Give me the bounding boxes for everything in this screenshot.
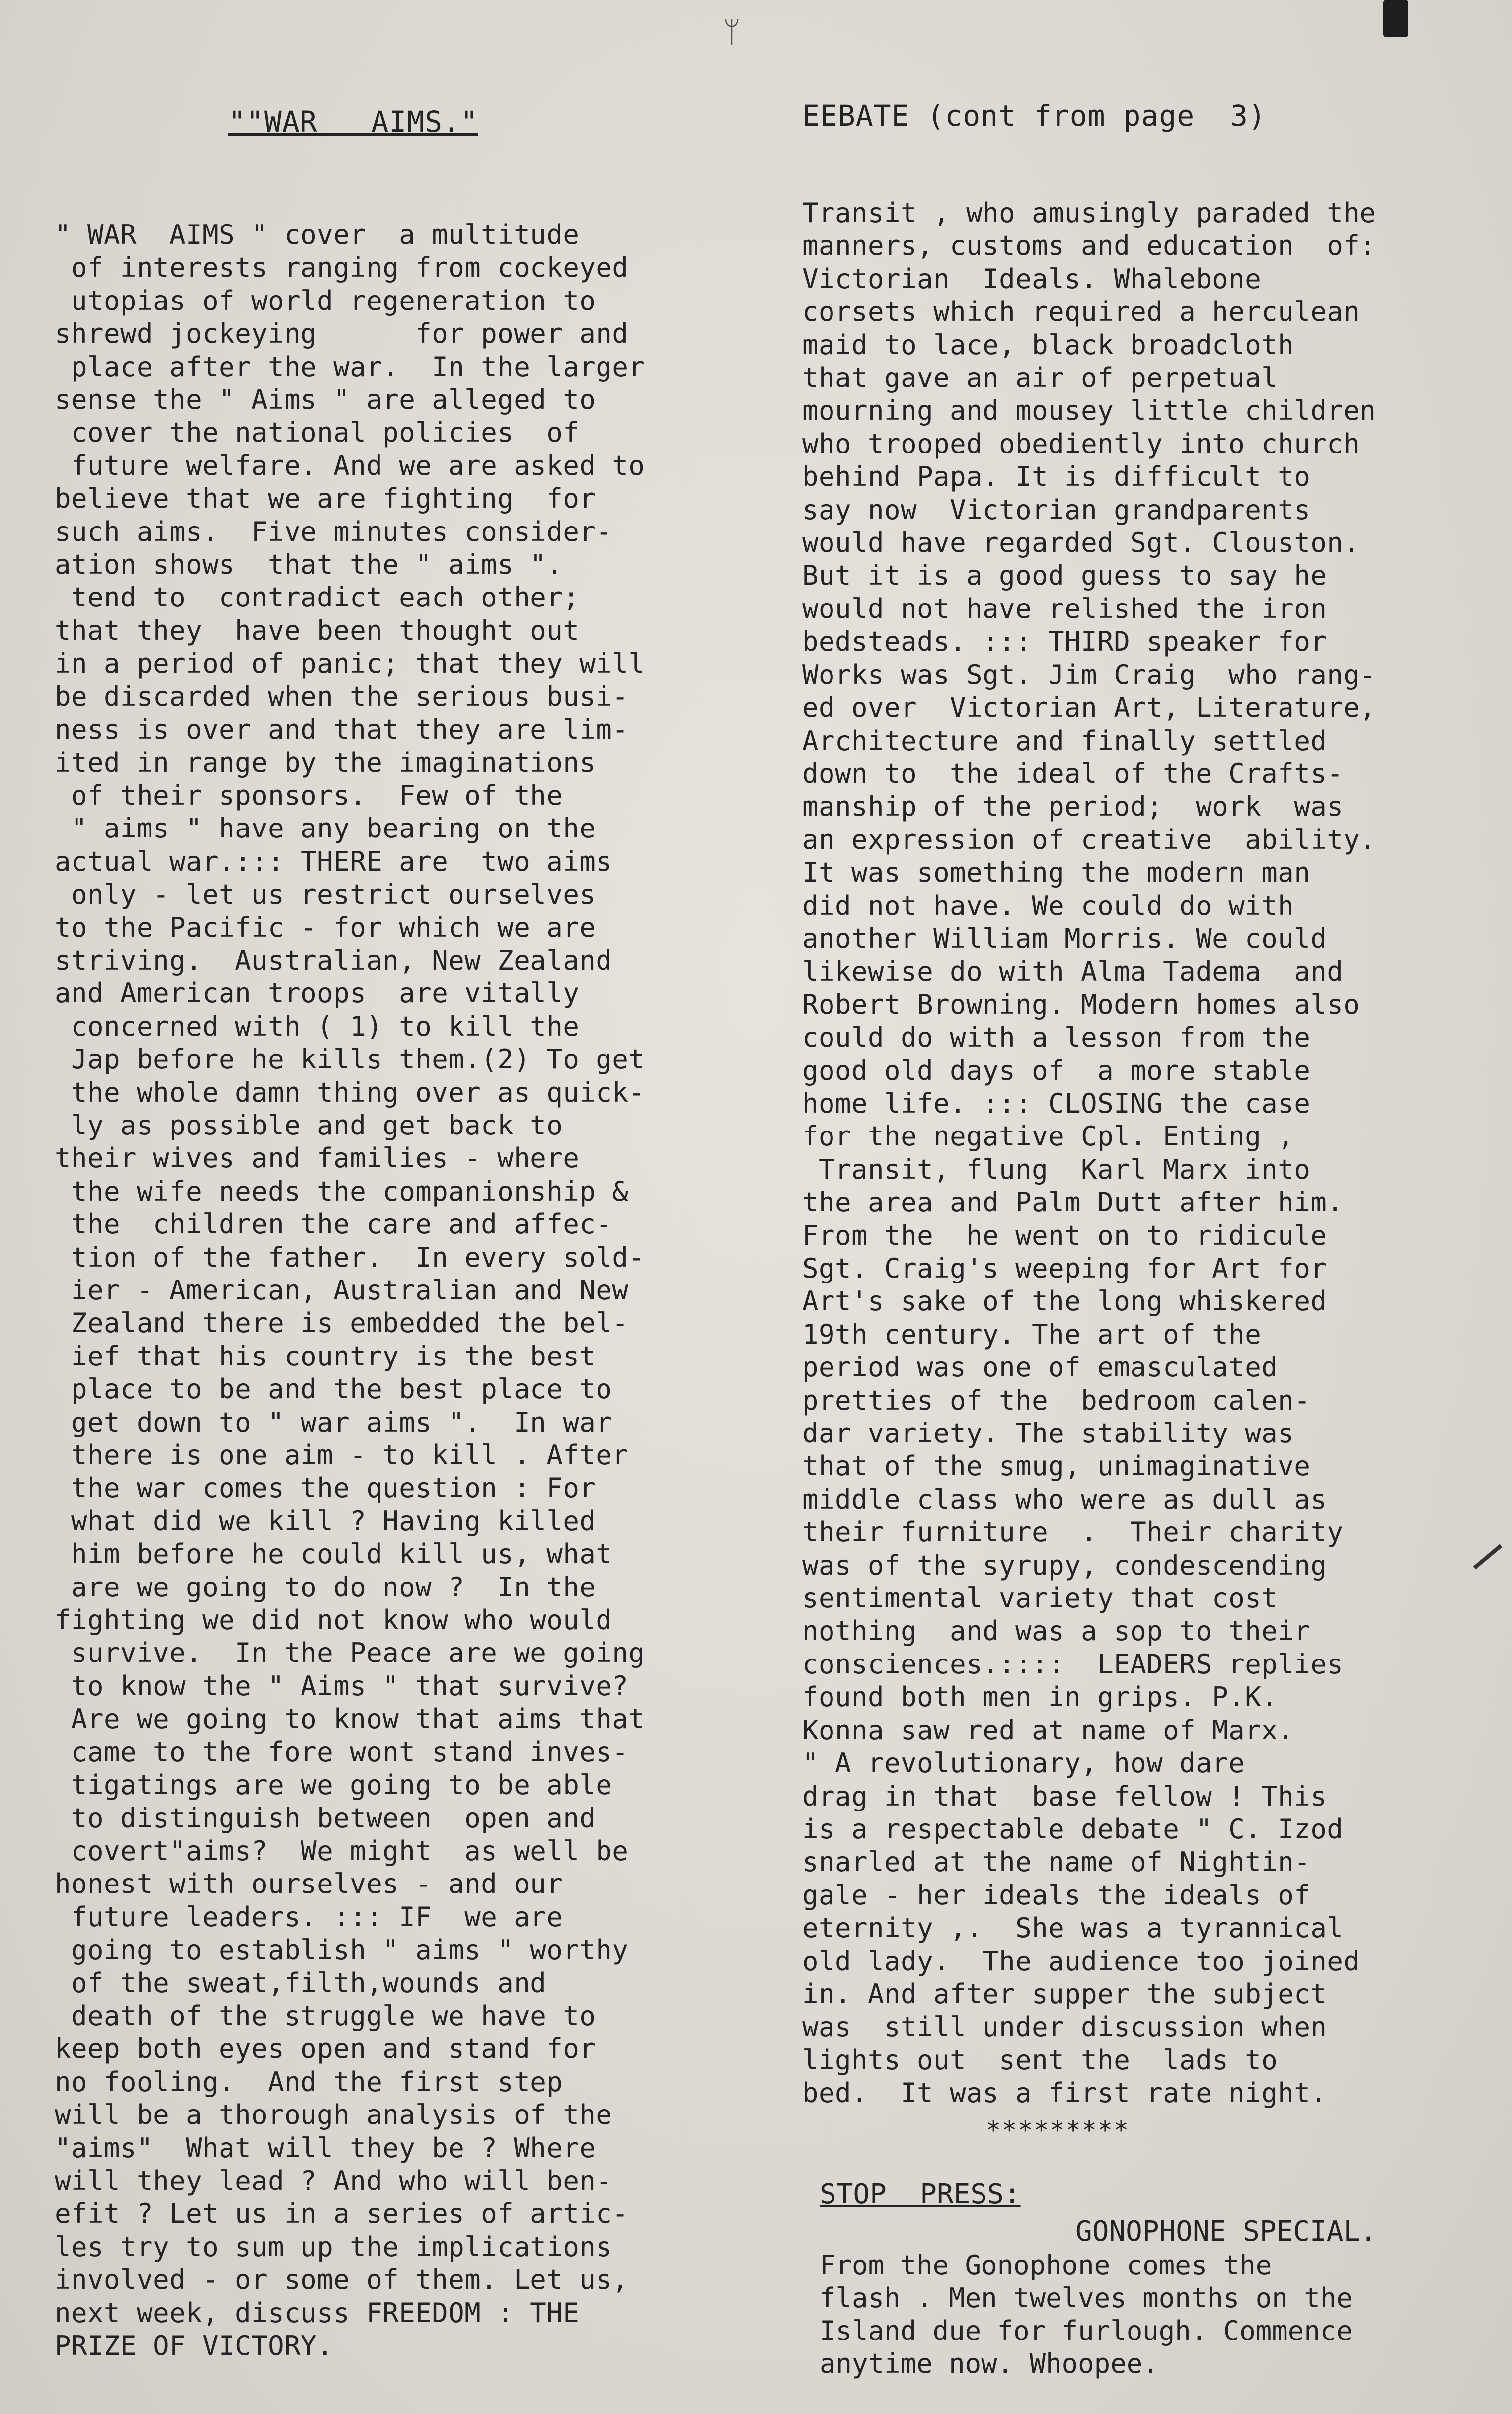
article-line: to the Pacific - for which we are <box>55 911 596 943</box>
article-line: be discarded when the serious busi- <box>55 680 629 712</box>
article-line: Architecture and finally settled <box>802 725 1327 756</box>
article-line: drag in that base fellow ! This <box>802 1780 1327 1812</box>
article-line: are we going to do now ? In the <box>55 1571 596 1603</box>
article-line: in a period of panic; that they will <box>55 648 645 679</box>
article-line: who trooped obediently into church <box>802 428 1360 459</box>
article-line: fighting we did not know who would <box>55 1604 612 1636</box>
stop-press-subtitle: GONOPHONE SPECIAL. <box>1075 2215 1377 2248</box>
article-line: Konna saw red at name of Marx. <box>802 1714 1294 1746</box>
article-line: "aims" What will they be ? Where <box>55 2132 596 2164</box>
article-line: was still under discussion when <box>802 2011 1327 2043</box>
article-line: there is one aim - to kill . After <box>55 1439 629 1471</box>
article-line: tigatings are we going to be able <box>55 1769 612 1801</box>
article-line: Zealand there is embedded the bel- <box>55 1307 629 1339</box>
article-line: next week, discuss FREEDOM : THE <box>55 2297 580 2329</box>
article-line: will they lead ? And who will ben- <box>55 2165 612 2196</box>
article-line: tion of the father. In every sold- <box>55 1241 645 1273</box>
article-line: place to be and the best place to <box>55 1373 612 1405</box>
stop-press-line: From the Gonophone comes the <box>820 2250 1272 2281</box>
article-line: " A revolutionary, how dare <box>802 1747 1245 1779</box>
article-line: came to the fore wont stand inves- <box>55 1736 629 1768</box>
corner-ink-mark <box>1383 0 1408 37</box>
article-line: of the sweat,filth,wounds and <box>55 1967 547 1999</box>
article-line: found both men in grips. P.K. <box>802 1681 1278 1713</box>
article-line: eternity ,. She was a tyrannical <box>802 1912 1344 1944</box>
article-line: down to the ideal of the Crafts- <box>802 757 1344 789</box>
article-line: corsets which required a herculean <box>802 296 1360 328</box>
article-line: their furniture . Their charity <box>802 1516 1344 1548</box>
article-line: Are we going to know that aims that <box>55 1703 645 1735</box>
article-line: of their sponsors. Few of the <box>55 779 563 811</box>
article-line: Transit, flung Karl Marx into <box>802 1153 1311 1185</box>
article-line: Jap before he kills them.(2) To get <box>55 1044 645 1075</box>
article-line: striving. Australian, New Zealand <box>55 944 612 976</box>
article-line: covert"aims? We might as well be <box>55 1835 629 1867</box>
article-line: utopias of world regeneration to <box>55 285 596 316</box>
article-line: an expression of creative ability. <box>802 824 1376 855</box>
article-line: in. And after supper the subject <box>802 1978 1327 2010</box>
margin-scratch-mark <box>1473 1544 1503 1569</box>
article-line: that they have been thought out <box>55 614 580 646</box>
article-line: honest with ourselves - and our <box>55 1868 563 1900</box>
pen-mark-icon: ᛘ <box>723 15 741 50</box>
article-line: shrewd jockeying for power and <box>55 318 629 350</box>
article-line: Sgt. Craig's weeping for Art for <box>802 1253 1327 1284</box>
article-line: ly as possible and get back to <box>55 1109 563 1141</box>
article-line: middle class who were as dull as <box>802 1483 1327 1515</box>
section-separator: ********* <box>986 2116 1130 2145</box>
article-line: what did we kill ? Having killed <box>55 1505 596 1537</box>
article-line: snarled at the name of Nightin- <box>802 1846 1311 1878</box>
article-line: sense the " Aims " are alleged to <box>55 384 596 416</box>
article-line: bedsteads. ::: THIRD speaker for <box>802 626 1327 658</box>
article-line: " aims " have any bearing on the <box>55 813 596 844</box>
article-line: les try to sum up the implications <box>55 2231 612 2263</box>
article-line: likewise do with Alma Tadema and <box>802 956 1344 987</box>
article-line: dar variety. The stability was <box>802 1418 1294 1449</box>
stop-press-line: Island due for furlough. Commence <box>820 2315 1353 2346</box>
stop-press-line: anytime now. Whoopee. <box>820 2348 1159 2379</box>
war-aims-title: ""WAR AIMS." <box>228 105 478 139</box>
article-line: get down to " war aims ". In war <box>55 1406 612 1438</box>
article-line: ation shows that the " aims ". <box>55 549 563 581</box>
article-line: of interests ranging from cockeyed <box>55 252 629 284</box>
article-line: nothing and was a sop to their <box>802 1615 1311 1647</box>
article-line: From the he went on to ridicule <box>802 1219 1327 1251</box>
article-line: the area and Palm Dutt after him. <box>802 1187 1344 1218</box>
article-line: for the negative Cpl. Enting , <box>802 1121 1294 1152</box>
article-line: is a respectable debate " C. Izod <box>802 1813 1344 1845</box>
war-aims-article <box>55 219 645 2362</box>
article-line: keep both eyes open and stand for <box>55 2033 596 2065</box>
stop-press-body <box>820 2249 1353 2380</box>
stop-press-title: STOP PRESS: <box>820 2178 1021 2210</box>
article-line: their wives and families - where <box>55 1142 580 1174</box>
article-line: pretties of the bedroom calen- <box>802 1384 1311 1416</box>
article-line: Works was Sgt. Jim Craig who rang- <box>802 659 1376 690</box>
article-line: gale - her ideals the ideals of <box>802 1879 1311 1911</box>
article-line: say now Victorian grandparents <box>802 494 1311 526</box>
article-line: going to establish " aims " worthy <box>55 1934 629 1966</box>
article-line: manship of the period; work was <box>802 791 1344 823</box>
article-line: mourning and mousey little children <box>802 395 1376 427</box>
article-line: Transit , who amusingly paraded the <box>802 197 1376 228</box>
article-line: maid to lace, black broadcloth <box>802 329 1294 361</box>
article-line: lights out sent the lads to <box>802 2044 1278 2076</box>
article-line: that gave an air of perpetual <box>802 362 1278 394</box>
article-line: Victorian Ideals. Whalebone <box>802 263 1262 295</box>
article-line: that of the smug, unimaginative <box>802 1450 1311 1482</box>
article-line: the war comes the question : For <box>55 1472 596 1504</box>
article-line: no fooling. And the first step <box>55 2066 563 2098</box>
article-line: the whole damn thing over as quick- <box>55 1076 645 1108</box>
article-line: actual war.::: THERE are two aims <box>55 845 612 877</box>
article-line: him before he could kill us, what <box>55 1538 612 1570</box>
article-line: place after the war. In the larger <box>55 351 645 382</box>
article-line: future leaders. ::: IF we are <box>55 1901 563 1933</box>
article-line: consciences.:::: LEADERS replies <box>802 1648 1344 1680</box>
article-line: the wife needs the companionship & <box>55 1175 629 1207</box>
article-line: manners, customs and education of: <box>802 230 1376 262</box>
article-line: did not have. We could do with <box>802 890 1294 921</box>
article-line: It was something the modern man <box>802 857 1311 889</box>
article-line: concerned with ( 1) to kill the <box>55 1010 580 1042</box>
article-line: bed. It was a first rate night. <box>802 2077 1327 2109</box>
article-line: ness is over and that they are lim- <box>55 714 629 746</box>
article-line: cover the national policies of <box>55 417 580 449</box>
article-line: only - let us restrict ourselves <box>55 879 596 910</box>
article-line: ief that his country is the best <box>55 1340 596 1372</box>
article-line: to distinguish between open and <box>55 1802 596 1834</box>
article-line: such aims. Five minutes consider- <box>55 516 612 547</box>
article-line: future welfare. And we are asked to <box>55 450 645 481</box>
article-line: believe that we are fighting for <box>55 483 596 515</box>
article-line: But it is a good guess to say he <box>802 560 1327 592</box>
article-line: home life. ::: CLOSING the case <box>802 1087 1311 1119</box>
article-line: behind Papa. It is difficult to <box>802 461 1311 493</box>
article-line: ier - American, Australian and New <box>55 1275 629 1306</box>
article-line: ed over Victorian Art, Literature, <box>802 692 1376 724</box>
article-line: was of the syrupy, condescending <box>802 1549 1327 1581</box>
article-line: PRIZE OF VICTORY. <box>55 2330 334 2361</box>
article-line: another William Morris. We could <box>802 922 1327 954</box>
article-line: good old days of a more stable <box>802 1055 1311 1086</box>
article-line: death of the struggle we have to <box>55 2000 596 2032</box>
article-line: sentimental variety that cost <box>802 1583 1278 1614</box>
article-line: could do with a lesson from the <box>802 1022 1311 1054</box>
article-line: 19th century. The art of the <box>802 1318 1262 1350</box>
debate-continued-title: EEBATE (cont from page 3) <box>802 99 1266 133</box>
article-line: the children the care and affec- <box>55 1208 612 1240</box>
article-line: Art's sake of the long whiskered <box>802 1285 1327 1317</box>
article-line: efit ? Let us in a series of artic- <box>55 2198 629 2230</box>
article-line: will be a thorough analysis of the <box>55 2099 612 2131</box>
article-line: period was one of emasculated <box>802 1352 1278 1383</box>
article-line: " WAR AIMS " cover a multitude <box>55 219 580 250</box>
article-line: tend to contradict each other; <box>55 582 580 613</box>
article-line: and American troops are vitally <box>55 978 580 1009</box>
article-line: to know the " Aims " that survive? <box>55 1670 629 1702</box>
debate-article <box>802 197 1376 2110</box>
article-line: involved - or some of them. Let us, <box>55 2264 629 2296</box>
article-line: would not have relished the iron <box>802 593 1327 624</box>
article-line: would have regarded Sgt. Clouston. <box>802 527 1360 559</box>
article-line: survive. In the Peace are we going <box>55 1637 645 1669</box>
article-line: Robert Browning. Modern homes also <box>802 988 1360 1020</box>
article-line: old lady. The audience too joined <box>802 1945 1360 1977</box>
article-line: ited in range by the imaginations <box>55 747 596 778</box>
stop-press-line: flash . Men twelves months on the <box>820 2282 1353 2314</box>
